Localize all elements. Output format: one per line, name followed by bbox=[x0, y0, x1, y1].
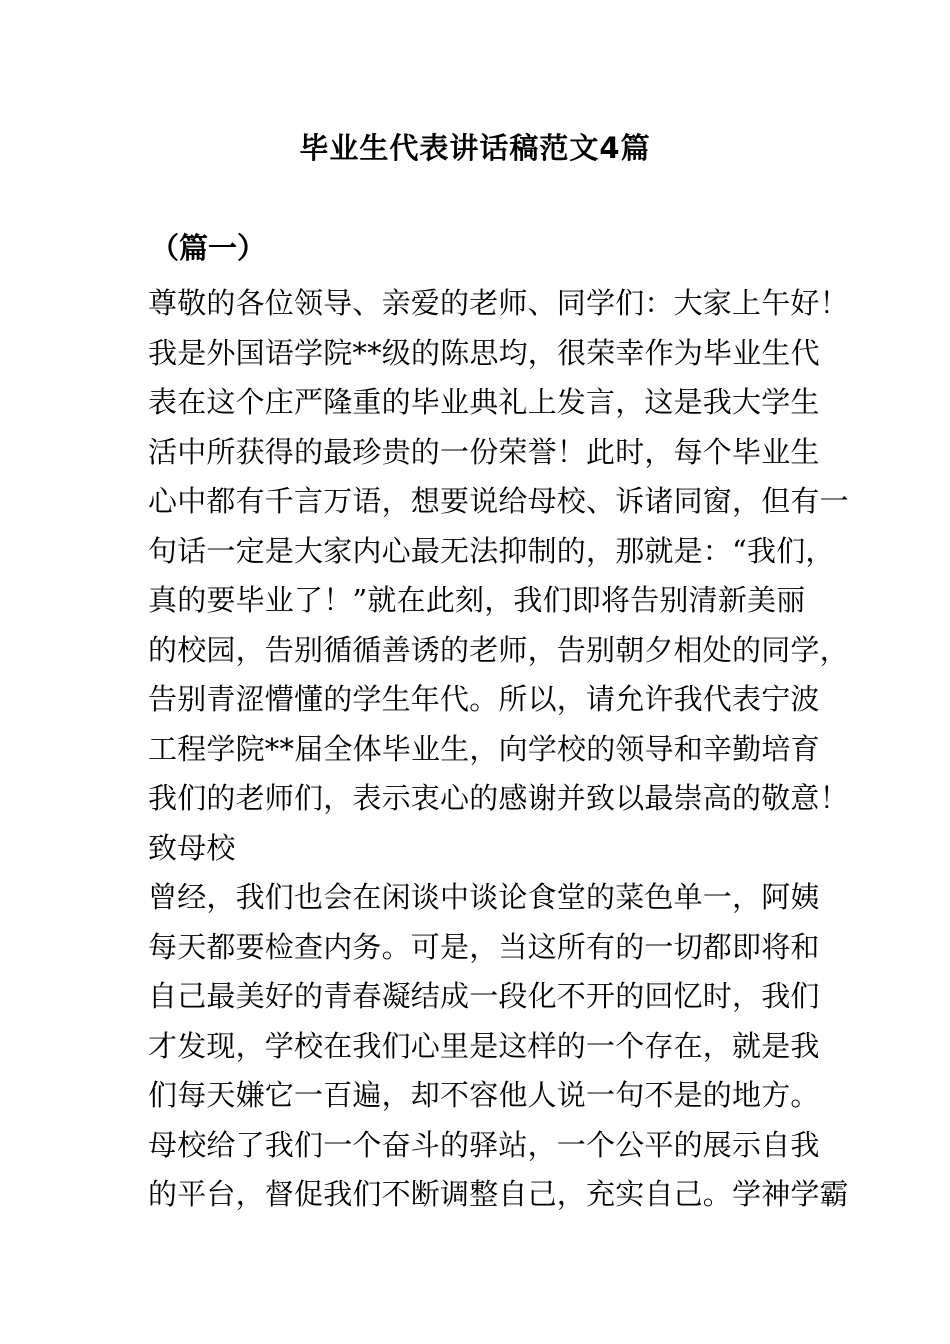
text-line: 我们的老师们，表示衷心的感谢并致以最崇高的敬意！ bbox=[148, 781, 849, 815]
text-line: 我是外国语学院**级的陈思均，很荣幸作为毕业生代 bbox=[148, 335, 820, 370]
document-body bbox=[148, 279, 849, 1220]
text-line: 活中所获得的最珍贵的一份荣誉！此时，每个毕业生 bbox=[148, 434, 820, 469]
text-line: 真的要毕业了！”就在此刻，我们即将告别清新美丽 bbox=[148, 583, 806, 617]
text-line: 自己最美好的青春凝结成一段化不开的回忆时，我们 bbox=[148, 979, 820, 1013]
section-heading: （篇一） bbox=[150, 231, 267, 265]
text-line: 表在这个庄严隆重的毕业典礼上发言，这是我大学生 bbox=[148, 385, 820, 419]
text-line: 母校给了我们一个奋斗的驿站，一个公平的展示自我 bbox=[148, 1127, 820, 1162]
text-line: 曾经，我们也会在闲谈中谈论食堂的菜色单一，阿姨 bbox=[148, 880, 820, 914]
text-line: 致母校 bbox=[148, 830, 236, 865]
text-line: 每天都要检查内务。可是，当这所有的一切都即将和 bbox=[148, 929, 820, 964]
text-line: 们每天嫌它一百遍，却不容他人说一句不是的地方。 bbox=[148, 1078, 820, 1112]
text-line: 尊敬的各位领导、亲爱的老师、同学们：大家上午好！ bbox=[148, 286, 849, 320]
text-line: 心中都有千言万语，想要说给母校、诉诸同窗，但有一 bbox=[148, 484, 849, 518]
text-line: 才发现，学校在我们心里是这样的一个存在，就是我 bbox=[148, 1028, 820, 1063]
text-line: 的校园，告别循循善诱的老师，告别朝夕相处的同学， bbox=[148, 632, 849, 667]
text-line: 句话一定是大家内心最无法抑制的，那就是：“我们， bbox=[148, 533, 835, 568]
text-line: 工程学院**届全体毕业生，向学校的领导和辛勤培育 bbox=[148, 731, 820, 766]
document-title: 毕业生代表讲话稿范文4篇 bbox=[299, 131, 651, 165]
text-line: 告别青涩懵懂的学生年代。所以，请允许我代表宁波 bbox=[148, 682, 820, 716]
text-line: 的平台，督促我们不断调整自己，充实自己。学神学霸 bbox=[148, 1177, 849, 1211]
